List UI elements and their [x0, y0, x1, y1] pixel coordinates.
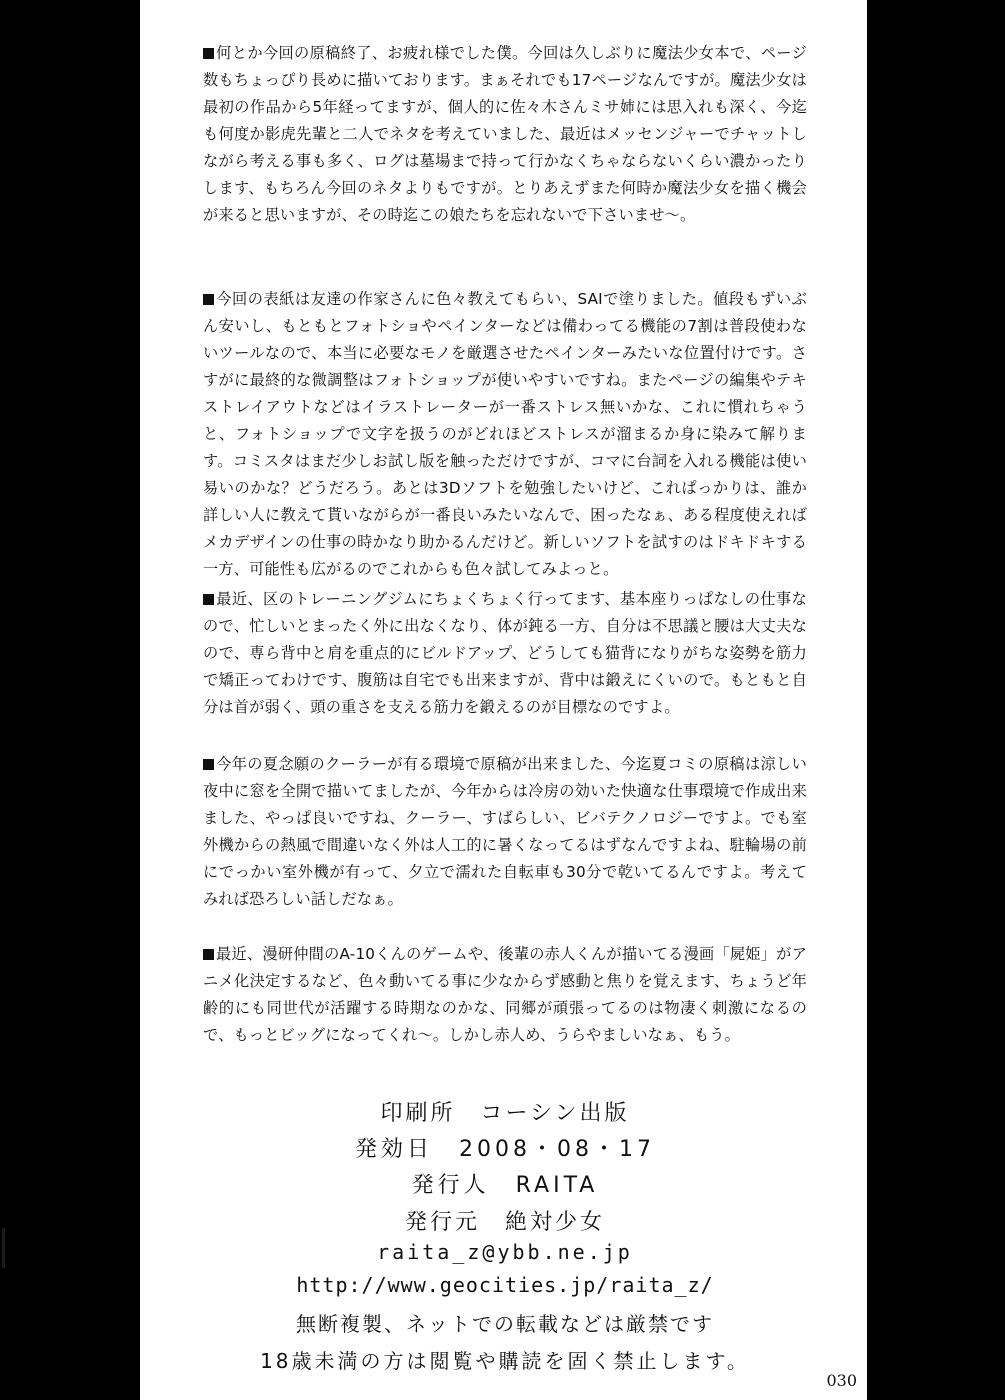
- colophon-circle: 発行元 絶対少女: [404, 1210, 605, 1235]
- colophon-email: raita_z@ybb.ne.jp: [377, 1240, 633, 1264]
- colophon-printer: 印刷所 コーシン出版: [380, 1101, 630, 1126]
- page-number: 030: [826, 1371, 857, 1390]
- copyright-warning: 無断複製、ネットでの転載などは厳禁です: [296, 1312, 714, 1336]
- scan-edge-mark: [2, 1228, 5, 1268]
- bullet-square-icon: [203, 949, 214, 960]
- bullet-square-icon: [203, 48, 214, 59]
- colophon-issue-date: 発効日 2008・08・17: [355, 1137, 655, 1162]
- paragraph-4-text: 今年の夏念願のクーラーが有る環境で原稿が出来ました、今迄夏コミの原稿は涼しい夜中に窓を全開で描いてましたが、今年からは冷房の効いた快適な仕事環境で作成出来ました、やっぱ良いですね、クーラー、すばらしい、ビバテクノロジーですよ。でも室外機からの熱風で間違いなく外は人工的に暑くなってるはずなんですよね、駐輪場の前にでっかい室外機が有って、夕立で濡れた自転車も30分で乾いてるんですよ。考えてみれば恐ろしい話しだなぁ。: [203, 755, 807, 908]
- paragraph-4: [203, 751, 807, 913]
- paragraph-2-text: 今回の表紙は友達の作家さんに色々教えてもらい、SAIで塗りました。値段もずいぶん安いし、もともとフォトショやペインターなどは備わってる機能の7割は普段使わないツールなので、本当に必要なモノを厳選させたペインターみたいな位置付けです。さすがに最終的な微調整はフォトショップが使いやすいですね。またページの編集やテキストレイアウトなどはイラストレーターが一番ストレス無いかな、これに慣れちゃうと、フォトショップで文字を扱うのがどれほどストレスが溜まるか身に染みて解ります。コミスタはまだ少しお試し版を触っただけですが、コマに台詞を入れる機能は使い易いのかな？どうだろう。あとは3Dソフトを勉強したいけど、これぱっかりは、誰か詳しい人に教えて貰いながらが一番良いみたいなんで、困ったなぁ、ある程度使えればメカデザインの仕事の時かなり助かるんだけど。新しいソフトを試すのはドキドキする一方、可能性も広がるのでこれからも色々試してみよっと。: [203, 290, 807, 578]
- bullet-square-icon: [203, 759, 214, 770]
- colophon-url: http://www.geocities.jp/raita_z/: [296, 1273, 714, 1297]
- colophon-publisher: 発行人 RAITA: [411, 1173, 599, 1198]
- paragraph-3-text: 最近、区のトレーニングジムにちょくちょく行ってます、基本座りっぱなしの仕事なので、忙しいとまったく外に出なくなり、体が鈍る一方、自分は不思議と腰は大丈夫なので、専ら背中と肩を重点的にビルドアップ、どうしても猫背になりがちな姿勢を筋力で矯正ってわけです、腹筋は自宅でも出来ますが、背中は鍛えにくいので。もともと自分は首が弱く、頭の重さを支える筋力を鍛えるのが目標なのですよ。: [203, 590, 807, 716]
- paragraph-1-text: 何とか今回の原稿終了、お疲れ様でした僕。今回は久しぶりに魔法少女本で、ページ数もちょっぴり長めに描いております。まぁそれでも17ページなんですが。魔法少女は最初の作品から5年経ってますが、個人的に佐々木さんミサ姉には思入れも深く、今迄も何度か影虎先輩と二人でネタを考えていました、最近はメッセンジャーでチャットしながら考える事も多く、ログは墓場まで持って行かなくちゃならないくらい濃かったりします、もちろん今回のネタよりもですが。とりあえずまた何時か魔法少女を描く機会が来ると思いますが、その時迄この娘たちを忘れないで下さいませ～。: [203, 44, 807, 224]
- bullet-square-icon: [203, 594, 214, 605]
- paragraph-2: [203, 286, 807, 583]
- bullet-square-icon: [203, 294, 214, 305]
- paragraph-5-text: 最近、漫研仲間のA-10くんのゲームや、後輩の赤人くんが描いてる漫画「屍姫」がアニメ化決定するなど、色々動いてる事に少なからず感動と焦りを覚えます、ちょうど年齢的にも同世代が活躍する時期なのかな、同郷が頑張ってるのは物凄く刺激になるので、もっとビッグになってくれ～。しかし赤人め、うらやましいなぁ、もう。: [203, 945, 807, 1044]
- age-restriction-notice: 18歳未満の方は閲覧や購読を固く禁止します。: [260, 1349, 750, 1373]
- paragraph-5: [203, 941, 807, 1049]
- paragraph-3: [203, 586, 807, 721]
- paragraph-1: [203, 40, 807, 229]
